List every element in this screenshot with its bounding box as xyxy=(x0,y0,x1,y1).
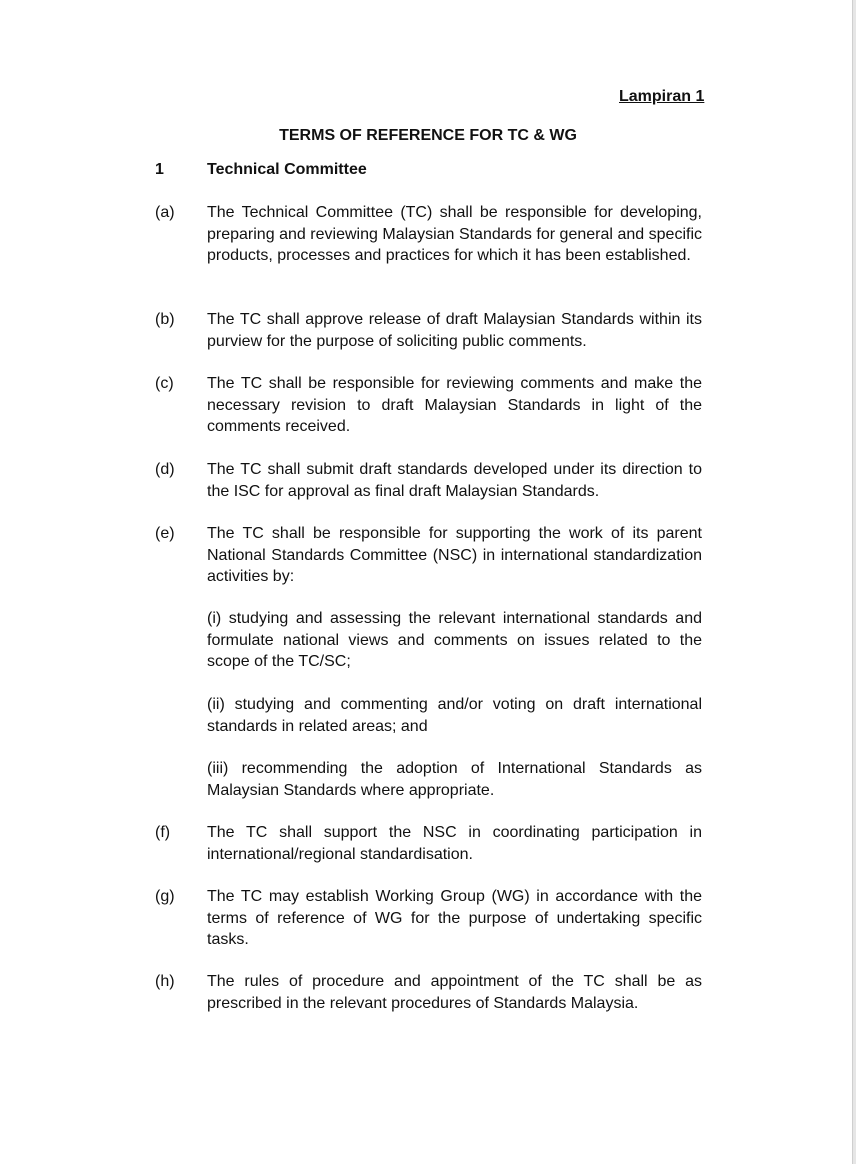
item-label-a: (a) xyxy=(155,204,175,221)
item-text-c: The TC shall be responsible for reviewing comments and make the necessary revision to draft Malaysian Standards in light of the comments received. xyxy=(207,375,702,435)
section-number: 1 xyxy=(155,161,164,178)
item-text-h: The rules of procedure and appointment of the TC shall be as prescribed in the relevant procedures of Standards Malaysia. xyxy=(207,973,702,1012)
item-label-e: (e) xyxy=(155,525,175,542)
item-label-b: (b) xyxy=(155,311,175,328)
item-label-c: (c) xyxy=(155,375,174,392)
document-title: TERMS OF REFERENCE FOR TC & WG xyxy=(279,127,577,144)
section-title: Technical Committee xyxy=(207,161,367,178)
appendix-label: Lampiran 1 xyxy=(619,88,705,105)
item-text-e: The TC shall be responsible for supporting the work of its parent National Standards Committee (NSC) in international standardization activities by: xyxy=(207,525,702,585)
item-label-h: (h) xyxy=(155,973,175,990)
subitem-e-iii: (iii) recommending the adoption of International Standards as Malaysian Standards where appropriate. xyxy=(207,760,702,799)
item-text-a: The Technical Committee (TC) shall be responsible for developing, preparing and reviewing Malaysian Standards for general and specific products, processes and practices for which it has been established. xyxy=(207,204,702,264)
item-label-f: (f) xyxy=(155,824,171,841)
item-text-b: The TC shall approve release of draft Malaysian Standards within its purview for the purpose of soliciting public comments. xyxy=(207,311,702,350)
subitem-e-i: (i) studying and assessing the relevant international standards and formulate national views and comments on issues related to the scope of the TC/SC; xyxy=(207,610,702,670)
item-text-d: The TC shall submit draft standards developed under its direction to the ISC for approval as final draft Malaysian Standards. xyxy=(207,461,702,500)
item-label-d: (d) xyxy=(155,461,175,478)
item-text-f: The TC shall support the NSC in coordinating participation in international/regional standardisation. xyxy=(207,824,702,863)
item-text-g: The TC may establish Working Group (WG) in accordance with the terms of reference of WG for the purpose of undertaking specific tasks. xyxy=(207,888,702,948)
page-edge-divider xyxy=(852,0,856,1164)
item-label-g: (g) xyxy=(155,888,175,905)
subitem-e-ii: (ii) studying and commenting and/or voting on draft international standards in related areas; and xyxy=(207,696,702,735)
